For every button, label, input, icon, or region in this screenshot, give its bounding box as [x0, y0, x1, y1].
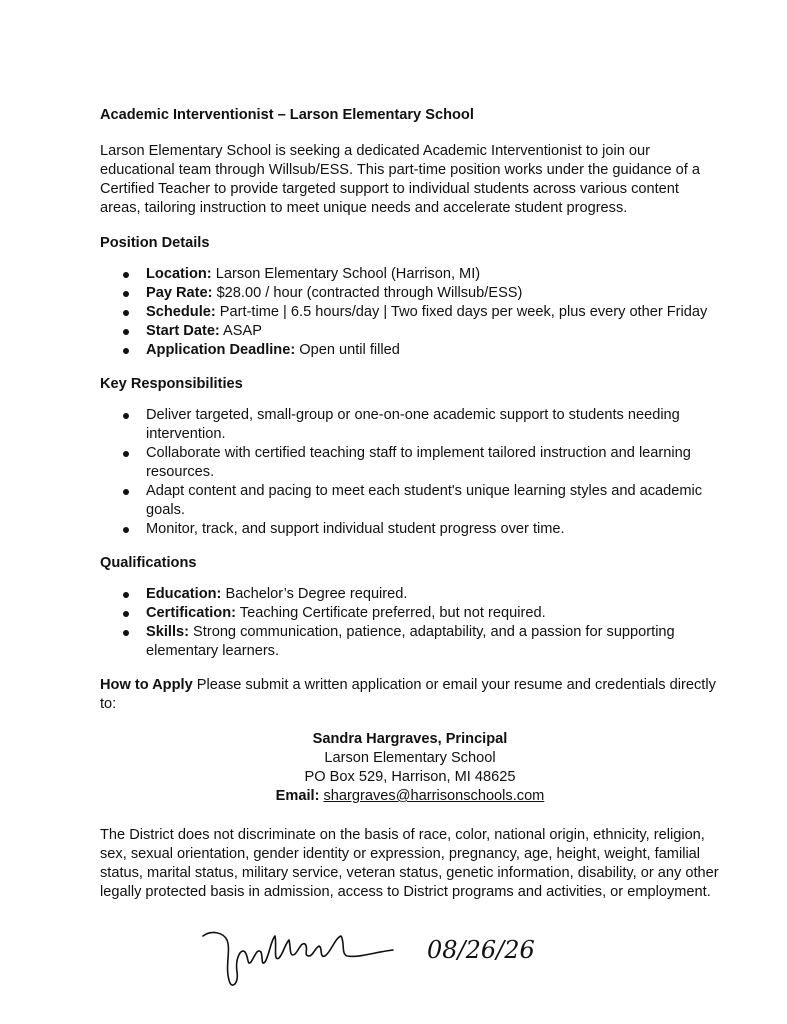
bullet-icon	[123, 630, 129, 636]
nondiscrimination-statement: The District does not discriminate on the basis of race, color, national origin, ethnicity, religion, sex, sexual orientation, gender identity or expression, pregnancy, age, height, weight, familial status, marital status, military service, veteran status, genetic information, disability, or any other legally protected basis in admission, access to District programs and activities, or employment.	[100, 827, 719, 900]
responsibility-text: Monitor, track, and support individual student progress over time.	[146, 521, 565, 537]
contact-block	[100, 730, 720, 806]
signature-date: 08/26/26	[427, 936, 535, 964]
list-item	[100, 322, 720, 341]
bullet-icon	[123, 291, 129, 297]
list-item	[100, 406, 720, 444]
detail-value: Part-time | 6.5 hours/day | Two fixed days per week, plus every other Friday	[215, 304, 708, 320]
bullet-icon	[123, 527, 129, 533]
list-item	[100, 444, 720, 482]
email-link[interactable]: shargraves@harrisonschools.com	[323, 788, 545, 804]
detail-label: Application Deadline:	[146, 342, 296, 358]
qualification-value: Strong communication, patience, adaptability, and a passion for supporting elementary learners.	[146, 624, 675, 659]
contact-address: PO Box 529, Harrison, MI 48625	[304, 769, 516, 785]
list-item	[100, 482, 720, 520]
qualification-value: Teaching Certificate preferred, but not required.	[236, 605, 546, 621]
contact-email-line	[100, 787, 720, 806]
bullet-icon	[123, 310, 129, 316]
detail-label: Schedule:	[146, 304, 216, 320]
contact-name: Sandra Hargraves, Principal	[312, 731, 508, 747]
email-label: Email:	[275, 788, 320, 804]
list-item	[100, 284, 720, 303]
how-to-apply-label: How to Apply	[100, 677, 193, 693]
detail-label: Pay Rate:	[146, 285, 213, 301]
list-item	[100, 585, 720, 604]
responsibilities-list	[100, 406, 720, 539]
responsibility-text: Collaborate with certified teaching staff to implement tailored instruction and learning resources.	[146, 445, 691, 480]
qualification-label: Skills:	[146, 624, 189, 640]
bullet-icon	[123, 451, 129, 457]
how-to-apply-text: Please submit a written application or email your resume and credentials directly to:	[100, 677, 716, 712]
list-item	[100, 623, 720, 661]
qualification-label: Certification:	[146, 605, 236, 621]
list-item	[100, 520, 720, 539]
intro-paragraph: Larson Elementary School is seeking a dedicated Academic Interventionist to join our educational team through Willsub/ESS. This part-time position works under the guidance of a Certified Teacher to provide targeted support to individual students across various content areas, tailoring instruction to meet unique needs and accelerate student progress.	[100, 143, 701, 216]
detail-value: Open until filled	[295, 342, 400, 358]
qualifications-list	[100, 585, 720, 661]
handwritten-signature	[203, 933, 393, 986]
qualification-value: Bachelor’s Degree required.	[221, 586, 408, 602]
how-to-apply-paragraph	[100, 676, 720, 714]
detail-value: Larson Elementary School (Harrison, MI)	[211, 266, 481, 282]
bullet-icon	[123, 413, 129, 419]
signature-area	[195, 918, 555, 998]
contact-school: Larson Elementary School	[324, 750, 496, 766]
detail-value: ASAP	[219, 323, 262, 339]
detail-value: $28.00 / hour (contracted through Willsub/ESS)	[212, 285, 523, 301]
bullet-icon	[123, 489, 129, 495]
qualifications-heading: Qualifications	[100, 555, 197, 571]
list-item	[100, 265, 720, 284]
position-details-heading: Position Details	[100, 235, 210, 251]
responsibilities-heading: Key Responsibilities	[100, 376, 243, 392]
position-details-list	[100, 265, 720, 360]
detail-label: Location:	[146, 266, 212, 282]
document-body	[100, 106, 720, 918]
list-item	[100, 303, 720, 322]
list-item	[100, 604, 720, 623]
list-item	[100, 341, 720, 360]
bullet-icon	[123, 329, 129, 335]
qualification-label: Education:	[146, 586, 222, 602]
responsibility-text: Adapt content and pacing to meet each student's unique learning styles and academic goals.	[146, 483, 703, 518]
responsibility-text: Deliver targeted, small-group or one-on-one academic support to students needing intervention.	[146, 407, 680, 442]
bullet-icon	[123, 611, 129, 617]
job-title: Academic Interventionist – Larson Elementary School	[100, 107, 474, 123]
bullet-icon	[123, 348, 129, 354]
detail-label: Start Date:	[146, 323, 220, 339]
bullet-icon	[123, 592, 129, 598]
bullet-icon	[123, 272, 129, 278]
